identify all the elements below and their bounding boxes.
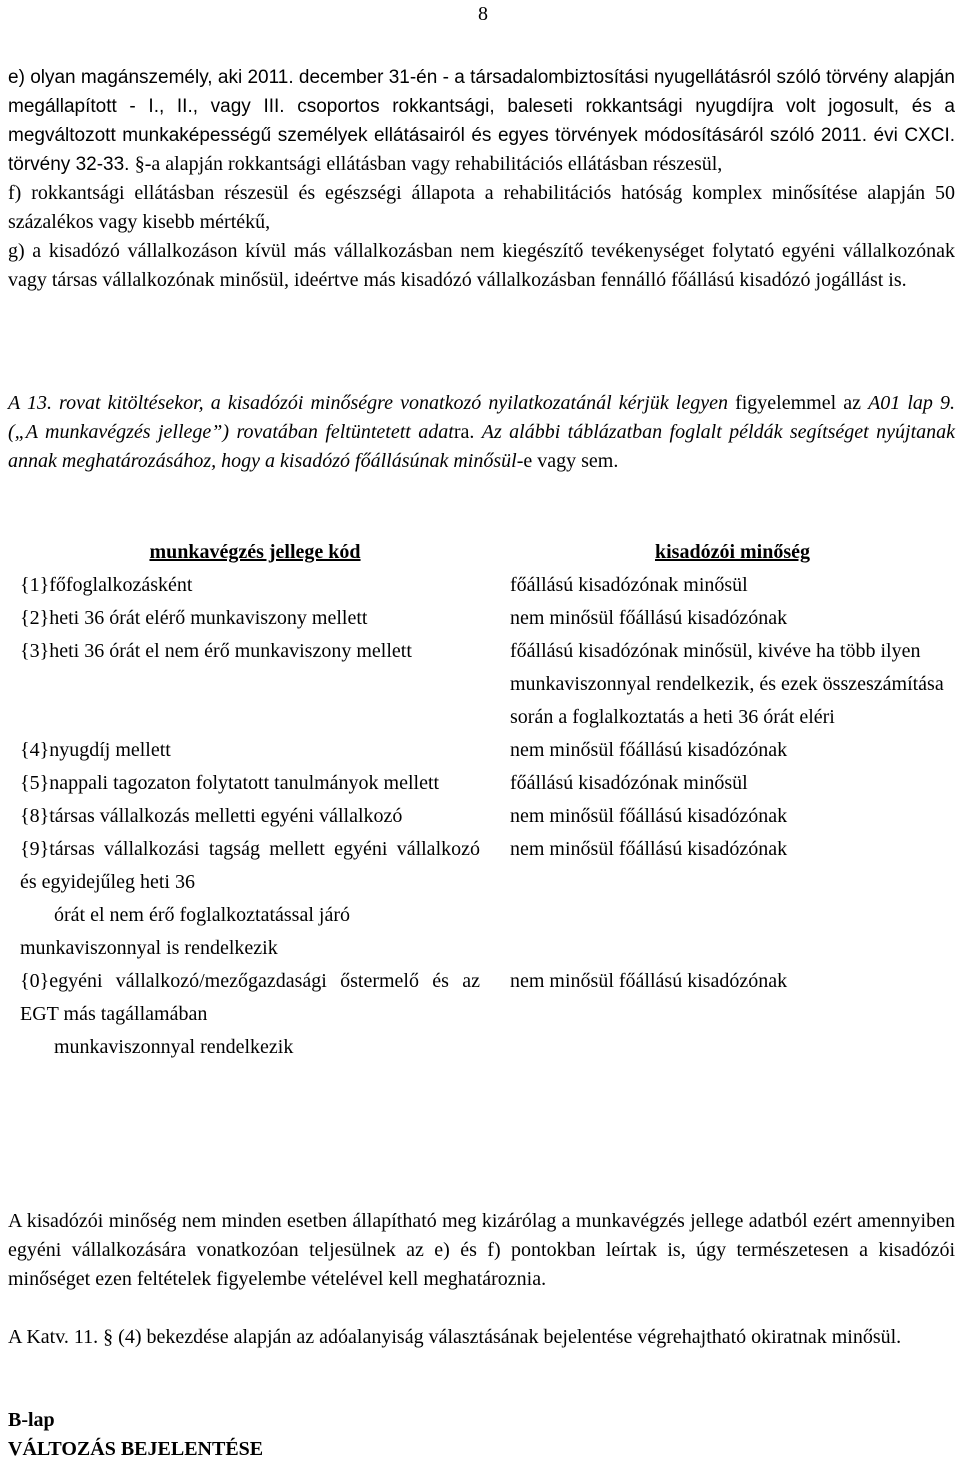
table-row [8,569,955,602]
note-part2-tail: ra. [453,421,475,443]
row-quality-cell: főállású kisadózónak minősül [510,772,748,794]
row-code-text: {1}főfoglalkozásként [20,574,193,596]
row-quality-cell: nem minősül főállású kisadózónak [510,805,788,827]
paragraph-e [8,63,955,179]
row-code-cell [8,635,490,734]
note-part1: A 13. rovat kitöltésekor, a kisadózói minőségre vonatkozó nyilatkozatánál kérjük legyen [8,392,728,414]
row-code-continuation: órát el nem érő foglalkoztatással járó [54,904,350,926]
row-code-cell [8,800,490,833]
row-code-cell [8,734,490,767]
table-row [8,602,955,635]
paragraph-e-tail: §-a alapján rokkantsági ellátásban vagy rehabilitációs ellátásban részesül, [134,153,723,175]
note-part3: Az alábbi táblázatban foglalt példák segítséget nyújtanak annak meghatározásához, hogy a kisadózó főállásúnak minősül [8,421,956,472]
header-code: munkavégzés jellege kód [149,541,361,563]
row-code-cell [8,965,490,1064]
row-code-text: {8}társas vállalkozás melletti egyéni vállalkozó [20,805,403,827]
row-code-text: {4}nyugdíj mellett [20,739,171,761]
row-code-cell [8,833,490,965]
row-quality-cell: nem minősül főállású kisadózónak [510,607,788,629]
row-quality-cell: főállású kisadózónak minősül [510,574,748,596]
closing-paragraph: A kisadózói minőség nem minden esetben állapítható meg kizárólag a munkavégzés jellege adatból ezért amennyiben egyéni vállalkozására vonatkozóan teljesülnek az e) és f) pontokban leírtak is, úgy természetesen a kisadózói minőséget ezen feltételek figyelembe vételével kell meghatároznia. [8,1210,955,1290]
table-row [8,767,955,800]
table-row [8,800,955,833]
row-code-cell [8,569,490,602]
row-code-continuation: munkaviszonnyal rendelkezik [54,1036,294,1058]
note-part2-italic: A01 lap 9. („A munkavégzés jellege”) rovatában feltüntetett adat [8,392,956,443]
table-body [8,569,955,1064]
table-row [8,965,955,1064]
table-row [8,734,955,767]
heading-blap: B-lap [8,1409,55,1431]
table-header-row [8,536,955,569]
intro-section [8,63,955,295]
paragraph-f: f) rokkantsági ellátásban részesül és egészségi állapota a rehabilitációs hatóság komplex minősítése alapján 50 százalékos vagy kisebb mértékű, [8,182,955,233]
note-paragraph [8,389,955,476]
work-type-table [8,536,955,1064]
row-code-text: {5}nappali tagozaton folytatott tanulmányok mellett [20,772,440,794]
row-quality-cell: nem minősül főállású kisadózónak [510,838,788,860]
row-code-text: {3}heti 36 órát el nem érő munkaviszony mellett [20,640,412,662]
row-code-cell [8,767,490,800]
note-part2-plain: figyelemmel az [735,392,861,414]
row-quality-cell: nem minősül főállású kisadózónak [510,970,788,992]
row-code-cell [8,602,490,635]
katv-section [8,1323,955,1352]
row-code-text: {2}heti 36 órát elérő munkaviszony mellett [20,607,368,629]
row-code-text: {9}társas vállalkozási tagság mellett egyéni vállalkozó és egyidejűleg heti 36 [20,838,480,893]
row-quality-cell: nem minősül főállású kisadózónak [510,739,788,761]
note-part3-tail: -e vagy sem. [516,450,619,472]
note-section [8,389,955,476]
header-quality: kisadózói minőség [654,541,811,563]
paragraph-g: g) a kisadózó vállalkozáson kívül más vállalkozásban nem kiegészítő tevékenységet folytató egyéni vállalkozónak vagy társas vállalkozónak minősül, ideértve más kisadózó vállalkozásban fennálló főállású kisadózó jogállást is. [8,240,955,291]
paragraph-e-text: e) olyan magánszemély, aki 2011. december 31-én - a társadalombiztosítási nyugellátásról szóló törvény alapján megállapított - I., II., vagy III. csoportos rokkantsági, baleseti rokkantsági nyugdíjra volt jogosult, és a megváltozott munkaképességű személyek ellátásairól és egyes törvények módosításáról szóló 2011. évi CXCI. törvény 32-33. [8,67,955,175]
row-code-continuation-2: munkaviszonnyal is rendelkezik [20,937,278,959]
table-row [8,833,955,965]
heading-valtozas: VÁLTOZÁS BEJELENTÉSE [8,1438,264,1460]
page-number: 8 [478,3,488,25]
row-quality-cell: főállású kisadózónak minősül, kivéve ha több ilyen munkaviszonnyal rendelkezik, és ezek összeszámítása során a foglalkoztatás a heti 36 órát eléri [510,640,944,728]
katv-paragraph: A Katv. 11. § (4) bekezdése alapján az adóalanyiság választásának bejelentése végrehajtható okiratnak minősül. [8,1326,902,1348]
closing-section [8,1207,955,1294]
table-row [8,635,955,734]
row-code-text: {0}egyéni vállalkozó/mezőgazdasági őstermelő és az EGT más tagállamában [20,970,480,1025]
